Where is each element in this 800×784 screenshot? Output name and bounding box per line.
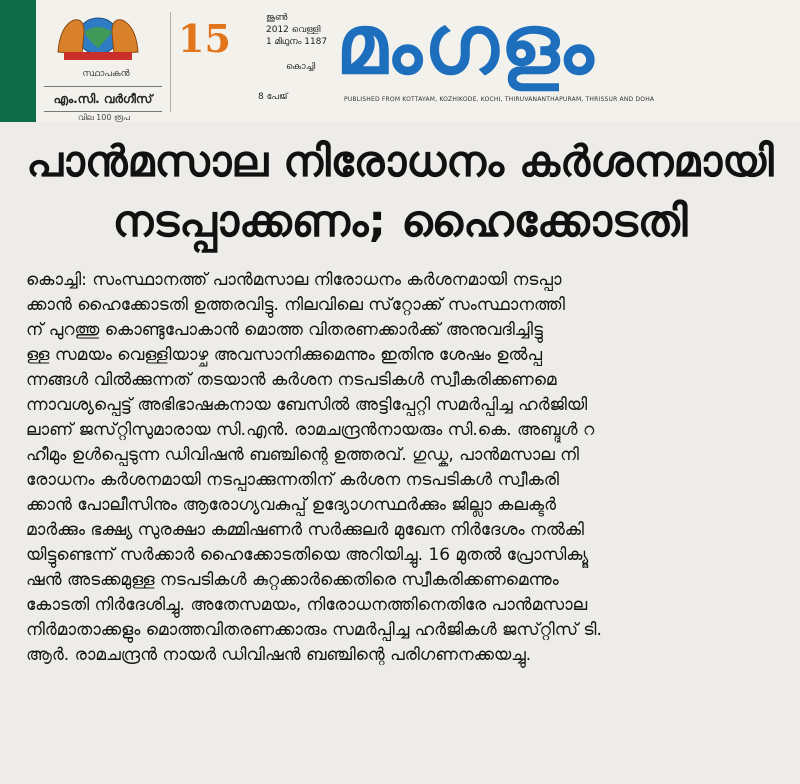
date-lines (266, 12, 327, 48)
body-line: ക്കാൻ ഹൈക്കോടതി ഉത്തരവിട്ടു. നിലവിലെ സ്‌റ്റോക്ക് സംസ്ഥാനത്തി (26, 295, 565, 315)
body-line: ള്ള സമയം വെള്ളിയാഴ്ച അവസാനിക്കുമെന്നും ഇതിനു ശേഷം ഉൽപ്പ (26, 345, 543, 365)
founder-name: എം.സി. വർഗീസ് (44, 86, 162, 112)
edge-strip (0, 0, 36, 122)
masthead-divider (170, 12, 171, 112)
body-line: നിർമാതാക്കളും മൊത്തവിതരണക്കാരും സമർപ്പിച്ച ഹർജികൾ ജസ്‌റ്റിസ് ടി. (26, 620, 602, 640)
headline-line: നടപ്പാക്കണം; ഹൈക്കോടതി (112, 196, 688, 247)
founder-label: സ്ഥാപകൻ (82, 69, 130, 79)
body-line: ആർ. രാമചന്ദ്രൻ നായർ ഡിവിഷൻ ബഞ്ചിന്റെ പരിഗണനക്കയച്ചു. (26, 645, 532, 665)
page-count: 8 പേജ് (258, 92, 288, 102)
body-line: കൊച്ചി: സംസ്ഥാനത്ത് പാൻമസാല നിരോധനം കർശനമായി നടപ്പാ (26, 270, 562, 290)
headline-line: പാൻമസാല നിരോധനം കർശനമായി (26, 137, 774, 187)
body-line: മാർക്കും ഭക്ഷ്യ സുരക്ഷാ കമ്മിഷണർ സർക്കുലർ മുഖേന നിർദേശം നൽകി (26, 520, 584, 540)
body-line: ലാണ് ജസ്‌റ്റിസുമാരായ സി.എൻ. രാമചന്ദ്രൻനായരും സി.കെ. അബ്ദുൾ റ (26, 420, 595, 440)
body-line: ഷൻ അടക്കമുള്ള നടപടികൾ കുറ്റക്കാർക്കെതിരെ സ്വീകരിക്കണമെന്നും (26, 570, 559, 590)
publisher-line: PUBLISHED FROM KOTTAYAM, KOZHIKODE, KOCHI, THIRUVANANTHAPURAM, THRISSUR AND DOHA (344, 96, 655, 103)
newspaper-logo: മംഗളം (336, 0, 596, 93)
date-number: 15 (178, 16, 231, 61)
body-line: ഹീമും ഉൾപ്പെടുന്ന ഡിവിഷൻ ബഞ്ചിന്റെ ഉത്തരവ്. ഗുഡ്ക, പാൻമസാല നി (26, 445, 579, 465)
price-line: വില 100 രൂപ (78, 113, 130, 122)
newspaper-masthead (36, 0, 800, 122)
body-line: ന്നാവശ്യപ്പെട്ട് അഭിഭാഷകനായ ബേസിൽ അട്ടിപ്പേറ്റി സമർപ്പിച്ച ഹർജിയി (26, 395, 588, 415)
elephant-emblem-icon (54, 2, 142, 62)
body-line: യിട്ടുണ്ടെന്ന് സർക്കാർ ഹൈക്കോടതിയെ അറിയിച്ചു. 16 മുതൽ പ്രോസിക്യൂ (26, 545, 589, 565)
date-malayalam: 1 മിഥുനം 1187 (266, 37, 328, 47)
body-line: ക്കാൻ പോലീസിനും ആരോഗ്യവകുപ്പ് ഉദ്യോഗസ്ഥർക്കും ജില്ലാ കലക്ടർ (26, 495, 556, 515)
news-article (0, 124, 800, 784)
body-line: ന് പുറത്തു കൊണ്ടുപോകാൻ മൊത്ത വിതരണക്കാർക്ക് അനുവദിച്ചിട്ടു (26, 320, 543, 340)
body-line: കോടതി നിർദേശിച്ചു. അതേസമയം, നിരോധനത്തിനെതിരേ പാൻമസാല (26, 595, 588, 615)
body-line: രോധനം കർശനമായി നടപ്പാക്കുന്നതിന് കർശന നടപടികൾ സ്വീകരി (26, 470, 559, 490)
body-line: ന്നങ്ങൾ വിൽക്കുന്നത് തടയാൻ കർശന നടപടികൾ സ്വീകരിക്കണമെ (26, 370, 557, 390)
edition-city: കൊച്ചി (286, 62, 316, 72)
article-headline (20, 132, 780, 252)
date-year-day: 2012 വെള്ളി (266, 25, 321, 35)
article-body (26, 268, 778, 668)
date-month: ജൂൺ (266, 13, 288, 23)
